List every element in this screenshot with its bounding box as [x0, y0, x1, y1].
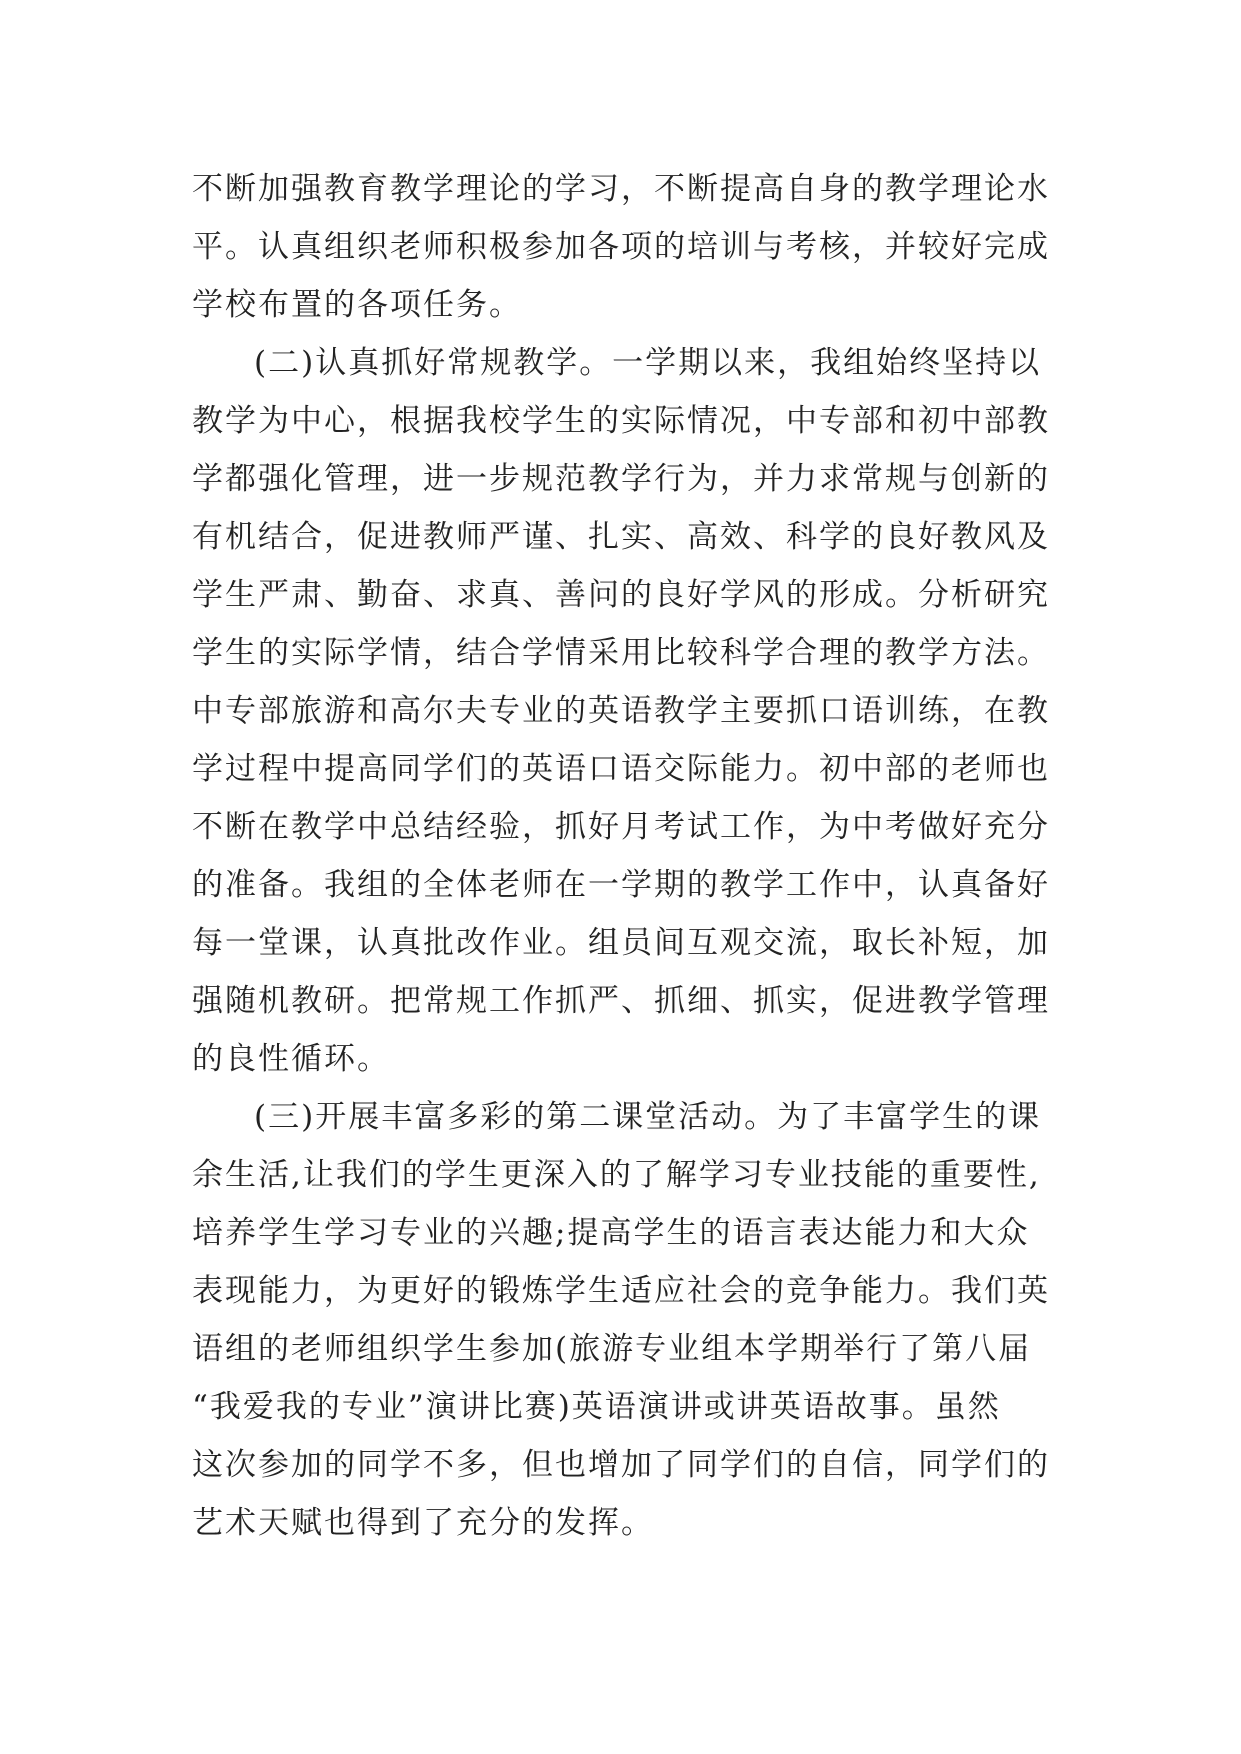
text-line: 余生活,让我们的学生更深入的了解学习专业技能的重要性, — [192, 1157, 1041, 1193]
text-line: 语组的老师组织学生参加(旅游专业组本学期举行了第八届 — [192, 1331, 1032, 1367]
text-line: 教学为中心，根据我校学生的实际情况，中专部和初中部教 — [192, 403, 1050, 439]
text-line: 学校布置的各项任务。 — [192, 287, 522, 323]
paragraph-2 — [192, 334, 1072, 1088]
text-line: 强随机教研。把常规工作抓严、抓细、抓实，促进教学管理 — [192, 983, 1050, 1019]
text-line: “我爱我的专业”演讲比赛)英语演讲或讲英语故事。虽然 — [192, 1389, 1001, 1425]
text-line: (三)开展丰富多彩的第二课堂活动。为了丰富学生的课 — [254, 1099, 1042, 1135]
document-body — [192, 160, 1072, 1552]
text-line: (二)认真抓好常规教学。一学期以来，我组始终坚持以 — [254, 345, 1042, 381]
text-line: 中专部旅游和高尔夫专业的英语教学主要抓口语训练，在教 — [192, 693, 1050, 729]
text-line: 这次参加的同学不多，但也增加了同学们的自信，同学们的 — [192, 1447, 1050, 1483]
text-line: 的良性循环。 — [192, 1041, 390, 1077]
paragraph-3 — [192, 1088, 1072, 1552]
text-line: 每一堂课，认真批改作业。组员间互观交流，取长补短，加 — [192, 925, 1050, 961]
text-line: 表现能力，为更好的锻炼学生适应社会的竞争能力。我们英 — [192, 1273, 1050, 1309]
text-line: 平。认真组织老师积极参加各项的培训与考核，并较好完成 — [192, 229, 1050, 265]
text-line: 学生的实际学情，结合学情采用比较科学合理的教学方法。 — [192, 635, 1050, 671]
text-line: 学过程中提高同学们的英语口语交际能力。初中部的老师也 — [192, 751, 1050, 787]
text-line: 有机结合，促进教师严谨、扎实、高效、科学的良好教风及 — [192, 519, 1050, 555]
text-line: 不断在教学中总结经验，抓好月考试工作，为中考做好充分 — [192, 809, 1050, 845]
text-line: 培养学生学习专业的兴趣;提高学生的语言表达能力和大众 — [192, 1215, 1030, 1251]
text-line: 不断加强教育教学理论的学习，不断提高自身的教学理论水 — [192, 171, 1050, 207]
paragraph-1 — [192, 160, 1072, 334]
text-line: 的准备。我组的全体老师在一学期的教学工作中，认真备好 — [192, 867, 1050, 903]
text-line: 学生严肃、勤奋、求真、善问的良好学风的形成。分析研究 — [192, 577, 1050, 613]
text-line: 学都强化管理，进一步规范教学行为，并力求常规与创新的 — [192, 461, 1050, 497]
text-line: 艺术天赋也得到了充分的发挥。 — [192, 1505, 654, 1541]
